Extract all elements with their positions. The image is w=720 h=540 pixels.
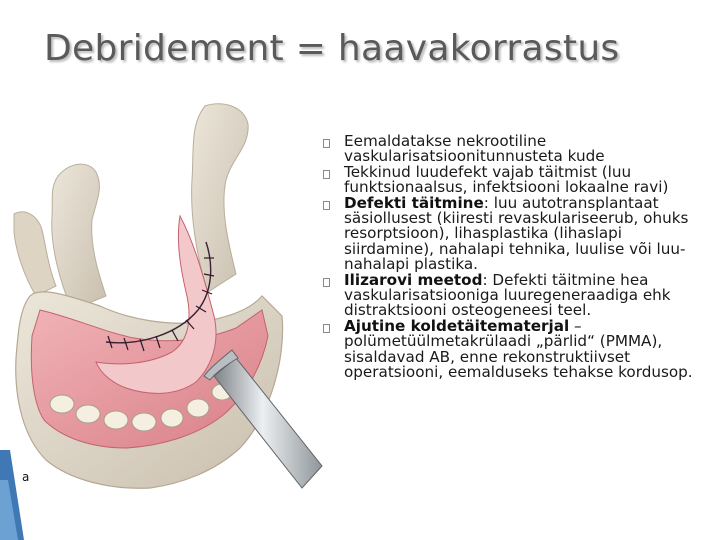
checkbox-bullet-icon bbox=[323, 139, 330, 148]
checkbox-bullet-icon bbox=[323, 324, 330, 333]
bullet-term: Defekti täitmine bbox=[344, 193, 484, 212]
slide-title: Debridement = haavakorrastus bbox=[44, 28, 620, 69]
bullet-text: – polümetüülmetakrülaadi „pärlid“ (PMMA), sisaldavad AB, enne rekonstruktiivset operatsiooni, eemalduseks tehakse kordusop. bbox=[344, 316, 693, 382]
bullet-text: Tekkinud luudefekt vajab täitmist (luu funktsionaalsus, infektsiooni lokaalne ravi) bbox=[344, 162, 669, 197]
checkbox-bullet-icon bbox=[323, 201, 330, 210]
bullet-term: Ajutine koldetäitematerjal bbox=[344, 316, 570, 335]
figure-label: a bbox=[22, 470, 30, 484]
bullet-item bbox=[323, 316, 713, 382]
bullet-item bbox=[323, 134, 713, 165]
mandible-illustration bbox=[0, 96, 325, 540]
bullet-list bbox=[323, 134, 713, 381]
bullet-text: Eemaldatakse nekrootiline vaskularisatsioonitunnusteta kude bbox=[344, 132, 605, 166]
bullet-text: : luu autotransplantaat säsiollusest (kiiresti revaskulariseerub, ohuks resorptsioon), lihasplastika (lihaslapi siirdamine), nahalapi tehnika, luulise või luu-nahalapi plastika. bbox=[344, 193, 689, 274]
bullet-term: Ilizarovi meetod bbox=[344, 270, 483, 289]
bullet-item bbox=[323, 270, 713, 320]
ramus-right bbox=[192, 104, 249, 292]
checkbox-bullet-icon bbox=[323, 278, 330, 287]
bullet-item bbox=[323, 162, 713, 197]
bullet-text: : Defekti täitmine hea vaskularisatsiooniga luuregeneraadiga ehk distraktsiooni osteogeneesi teel. bbox=[344, 270, 671, 320]
ramus-left bbox=[52, 164, 106, 310]
accent-bar bbox=[0, 450, 24, 540]
bullet-item bbox=[323, 193, 713, 274]
coronoid-left bbox=[14, 212, 56, 296]
checkbox-bullet-icon bbox=[323, 170, 330, 179]
